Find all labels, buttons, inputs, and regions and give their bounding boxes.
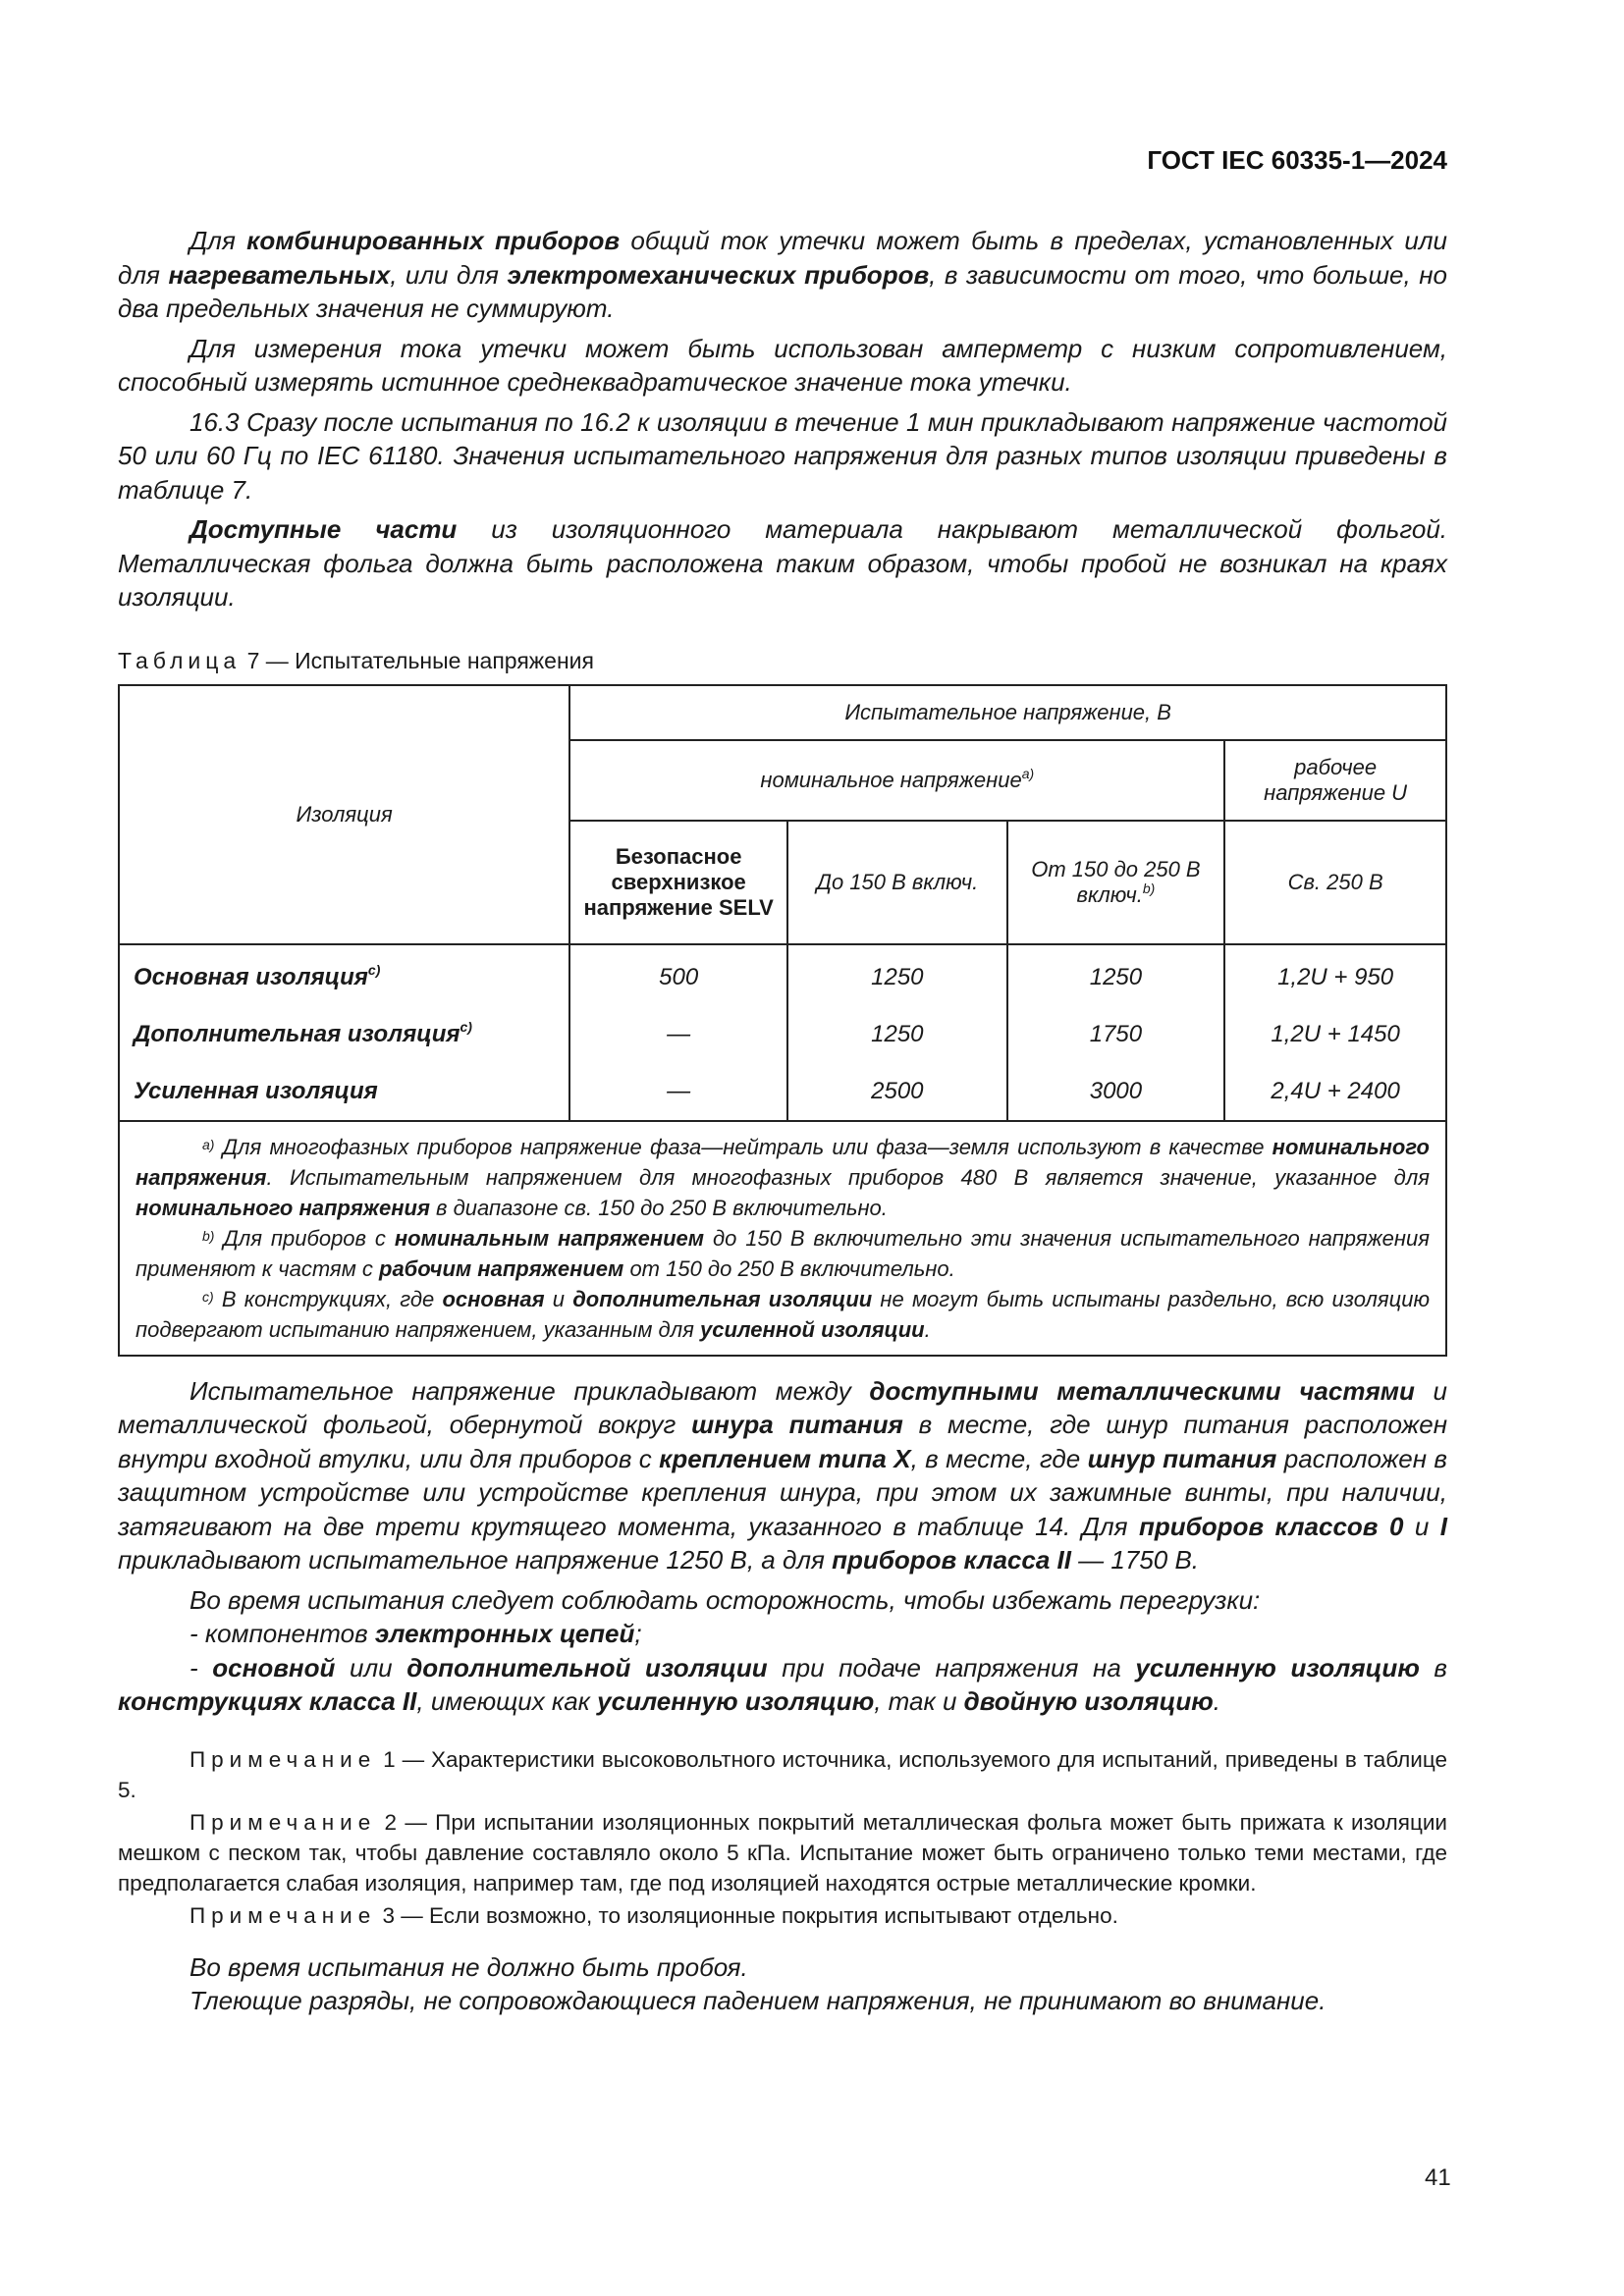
text-run: от 150 до 250 В включительно.	[623, 1255, 955, 1281]
text-run: или	[335, 1652, 407, 1682]
paragraph-accessible-parts	[118, 512, 1447, 614]
term: приборов класса II	[832, 1545, 1071, 1575]
caption-word: Таблица	[118, 647, 242, 673]
footnote-marker: b)	[202, 1227, 215, 1244]
col-header-insulation: Изоляция	[119, 685, 569, 944]
term: двойную изоляцию	[963, 1686, 1214, 1716]
term: нагревательных	[168, 259, 391, 290]
text-run: В конструкциях, где	[221, 1286, 443, 1311]
term: дополнительной изоляции	[406, 1652, 768, 1682]
cell-150-250: 1250	[1007, 944, 1225, 1006]
document-body	[118, 224, 1447, 2024]
cell-selv: 500	[569, 944, 787, 1006]
table-row	[119, 1006, 1446, 1063]
row-label	[119, 944, 569, 1006]
term: Доступные части	[189, 514, 458, 544]
note-text: 3 — Если возможно, то изоляционные покрытия испытывают отдельно.	[376, 1902, 1118, 1928]
text-run: не могут быть испытаны раздельно, всю изоляцию подвергают испытанию напряжением, указанным для	[135, 1286, 1430, 1342]
term: электронных цепей	[374, 1619, 635, 1648]
paragraph-combined-appliances	[118, 224, 1447, 326]
table-row	[119, 944, 1446, 1006]
footnote-marker: a)	[202, 1136, 215, 1152]
paragraph-glow-discharges: Тлеющие разряды, не сопровождающиеся падением напряжения, не принимают во внимание.	[189, 1986, 1326, 2015]
text-run: Испытательное напряжение прикладывают между	[189, 1375, 870, 1406]
cell-upto-150: 1250	[787, 1006, 1007, 1063]
document-id-header: ГОСТ IEC 60335-1—2024	[1147, 145, 1447, 175]
text-run: ;	[634, 1619, 642, 1648]
text-run: расположен в защитном устройстве или устройстве крепления шнура, при этом их зажимные винты, при наличии, затягивают на две трети крутящего момента, указанного в таблице 14. Для	[118, 1443, 1448, 1541]
note-3	[118, 1900, 1447, 1931]
text-run: .	[924, 1316, 931, 1342]
row-label	[119, 1006, 569, 1063]
note-word: Примечание	[189, 1809, 377, 1835]
text-run: -	[189, 1652, 213, 1682]
table-row	[119, 1063, 1446, 1121]
term: усиленной изоляции	[699, 1316, 925, 1342]
subheader-selv: Безопасное сверхнизкое напряжение SELV	[569, 821, 787, 944]
cell-upto-150: 2500	[787, 1063, 1007, 1121]
term: основная	[442, 1286, 545, 1311]
text-run: , имеющих как	[416, 1686, 598, 1716]
paragraph-no-breakdown: Во время испытания не должно быть пробоя.	[189, 1951, 748, 1982]
text-run: . Испытательным напряжением для многофазных приборов 480 В является значение, указанное для	[266, 1164, 1430, 1190]
notes-block	[118, 1744, 1447, 1931]
row-label-text: Дополнительная изоляция	[134, 1020, 460, 1047]
footnote-marker: c)	[460, 1018, 472, 1035]
row-label-text: Усиленная изоляция	[134, 1077, 378, 1104]
cell-150-250: 3000	[1007, 1063, 1225, 1121]
cell-selv: —	[569, 1063, 787, 1121]
term: номинального напряжения	[135, 1134, 1430, 1190]
term: усиленную изоляцию	[1135, 1652, 1420, 1682]
term: усиленную изоляцию	[597, 1686, 875, 1716]
paragraph-ammeter: Для измерения тока утечки может быть использован амперметр с низким сопротивлением, способный измерять истинное среднеквадратическое значение тока утечки.	[118, 333, 1447, 397]
text-run: , в зависимости от того, что больше, но два предельных значения не суммируют.	[118, 259, 1447, 323]
caption-text: 7 — Испытательные напряжения	[241, 647, 594, 673]
footnote-c	[135, 1284, 1430, 1345]
cell-over-250: 1,2U + 950	[1224, 944, 1446, 1006]
col-header-test-voltage: Испытательное напряжение, В	[569, 685, 1446, 740]
term: номинальным напряжением	[394, 1225, 705, 1251]
term: основной	[212, 1652, 336, 1682]
list-item	[118, 1651, 1447, 1719]
term: шнур питания	[1087, 1443, 1277, 1473]
cell-upto-150: 1250	[787, 944, 1007, 1006]
term: рабочим напряжением	[379, 1255, 624, 1281]
test-voltages-table	[118, 684, 1447, 1357]
text-run: и	[544, 1286, 573, 1311]
row-label	[119, 1063, 569, 1121]
text-run: из изоляционного материала накрывают металлической фольгой. Металлическая фольга должна быть расположена таким образом, чтобы пробой не возникал на краях изоляции.	[118, 514, 1447, 612]
text-run: и металлической фольгой, обернутой вокруг	[118, 1375, 1447, 1439]
term: комбинированных приборов	[246, 226, 621, 255]
footnote-marker: b)	[1142, 880, 1156, 896]
text-run: Для приборов с	[223, 1225, 395, 1251]
term: электромеханических приборов	[507, 259, 930, 290]
term: I	[1439, 1511, 1447, 1541]
col-header-nominal-voltage	[569, 740, 1224, 821]
note-text: 2 — При испытании изоляционных покрытий металлическая фольга может быть прижата к изоляции мешком с песком так, чтобы давление составляло около 5 кПа. Испытание может быть ограничено только теми местами, где предполагается слабая изоляция, например там, где под изоляцией находятся острые металлические кромки.	[118, 1809, 1447, 1896]
footnote-marker: c)	[367, 961, 381, 978]
col-header-working-voltage: рабочее напряжение U	[1224, 740, 1446, 821]
text-run: прикладывают испытательное напряжение 1250 В, а для	[118, 1545, 833, 1575]
subheader-over-250: Св. 250 В	[1224, 821, 1446, 944]
note-2	[118, 1807, 1447, 1898]
term: конструкциях класса II	[118, 1686, 417, 1716]
footnote-marker: a)	[1021, 765, 1035, 781]
cell-over-250: 1,2U + 1450	[1224, 1006, 1446, 1063]
header-text: номинальное напряжение	[760, 767, 1022, 792]
list-item	[118, 1617, 1447, 1651]
text-run: в диапазоне св. 150 до 250 В включительно.	[429, 1195, 888, 1220]
paragraph-16-3: 16.3 Сразу после испытания по 16.2 к изоляции в течение 1 мин прикладывают напряжение частотой 50 или 60 Гц по IEC 61180. Значения испытательного напряжения для разных типов изоляции приведены в таблице 7.	[118, 406, 1447, 505]
text-run: в	[1419, 1652, 1448, 1682]
text-run: .	[1213, 1686, 1220, 1716]
text-run: Для	[189, 226, 247, 255]
note-word: Примечание	[189, 1746, 377, 1772]
text-run: при подаче напряжения на	[767, 1652, 1136, 1682]
text-run: до 150 В включительно эти значения испытательного напряжения применяют к частям с	[135, 1225, 1430, 1281]
footnote-marker: c)	[202, 1288, 214, 1305]
text-run: Для многофазных приборов напряжение фаза—нейтраль или фаза—земля используют в качестве	[222, 1134, 1272, 1159]
text-run: в месте, где шнур питания расположен внутри входной втулки, или для приборов с	[118, 1410, 1447, 1473]
paragraph-caution: Во время испытания следует соблюдать осторожность, чтобы избежать перегрузки:	[189, 1584, 1261, 1615]
cell-selv: —	[569, 1006, 787, 1063]
note-text: 1 — Характеристики высоковольтного источника, используемого для испытаний, приведены в таблице 5.	[118, 1746, 1447, 1802]
header-text: От 150 до 250 В включ.	[1031, 856, 1201, 907]
term: номинального напряжения	[135, 1195, 430, 1220]
term: доступными металлическими частями	[869, 1375, 1415, 1406]
note-word: Примечание	[189, 1902, 377, 1928]
text-run: , так и	[874, 1686, 964, 1716]
text-run: и	[1403, 1511, 1440, 1541]
term: креплением типа X	[659, 1443, 911, 1473]
cell-over-250: 2,4U + 2400	[1224, 1063, 1446, 1121]
text-run: — 1750 В.	[1070, 1545, 1200, 1575]
footnote-a	[135, 1132, 1430, 1223]
term: шнура питания	[691, 1410, 903, 1439]
term: приборов классов 0	[1139, 1511, 1404, 1541]
paragraph-test-voltage-applied	[118, 1374, 1447, 1577]
text-run: - компонентов	[189, 1619, 375, 1648]
text-run: , в месте, где	[910, 1443, 1088, 1473]
note-1	[118, 1744, 1447, 1805]
footnote-b	[135, 1223, 1430, 1284]
text-run: общий ток утечки может быть в пределах, установленных или для	[118, 226, 1447, 290]
text-run: , или для	[390, 259, 508, 290]
table-footnotes	[119, 1121, 1446, 1356]
table-caption	[118, 648, 1447, 674]
term: дополнительная изоляции	[572, 1286, 873, 1311]
page-number: 41	[1425, 2164, 1451, 2191]
row-label-text: Основная изоляция	[134, 963, 368, 990]
subheader-150-250	[1007, 821, 1225, 944]
cell-150-250: 1750	[1007, 1006, 1225, 1063]
subheader-upto-150: До 150 В включ.	[787, 821, 1007, 944]
